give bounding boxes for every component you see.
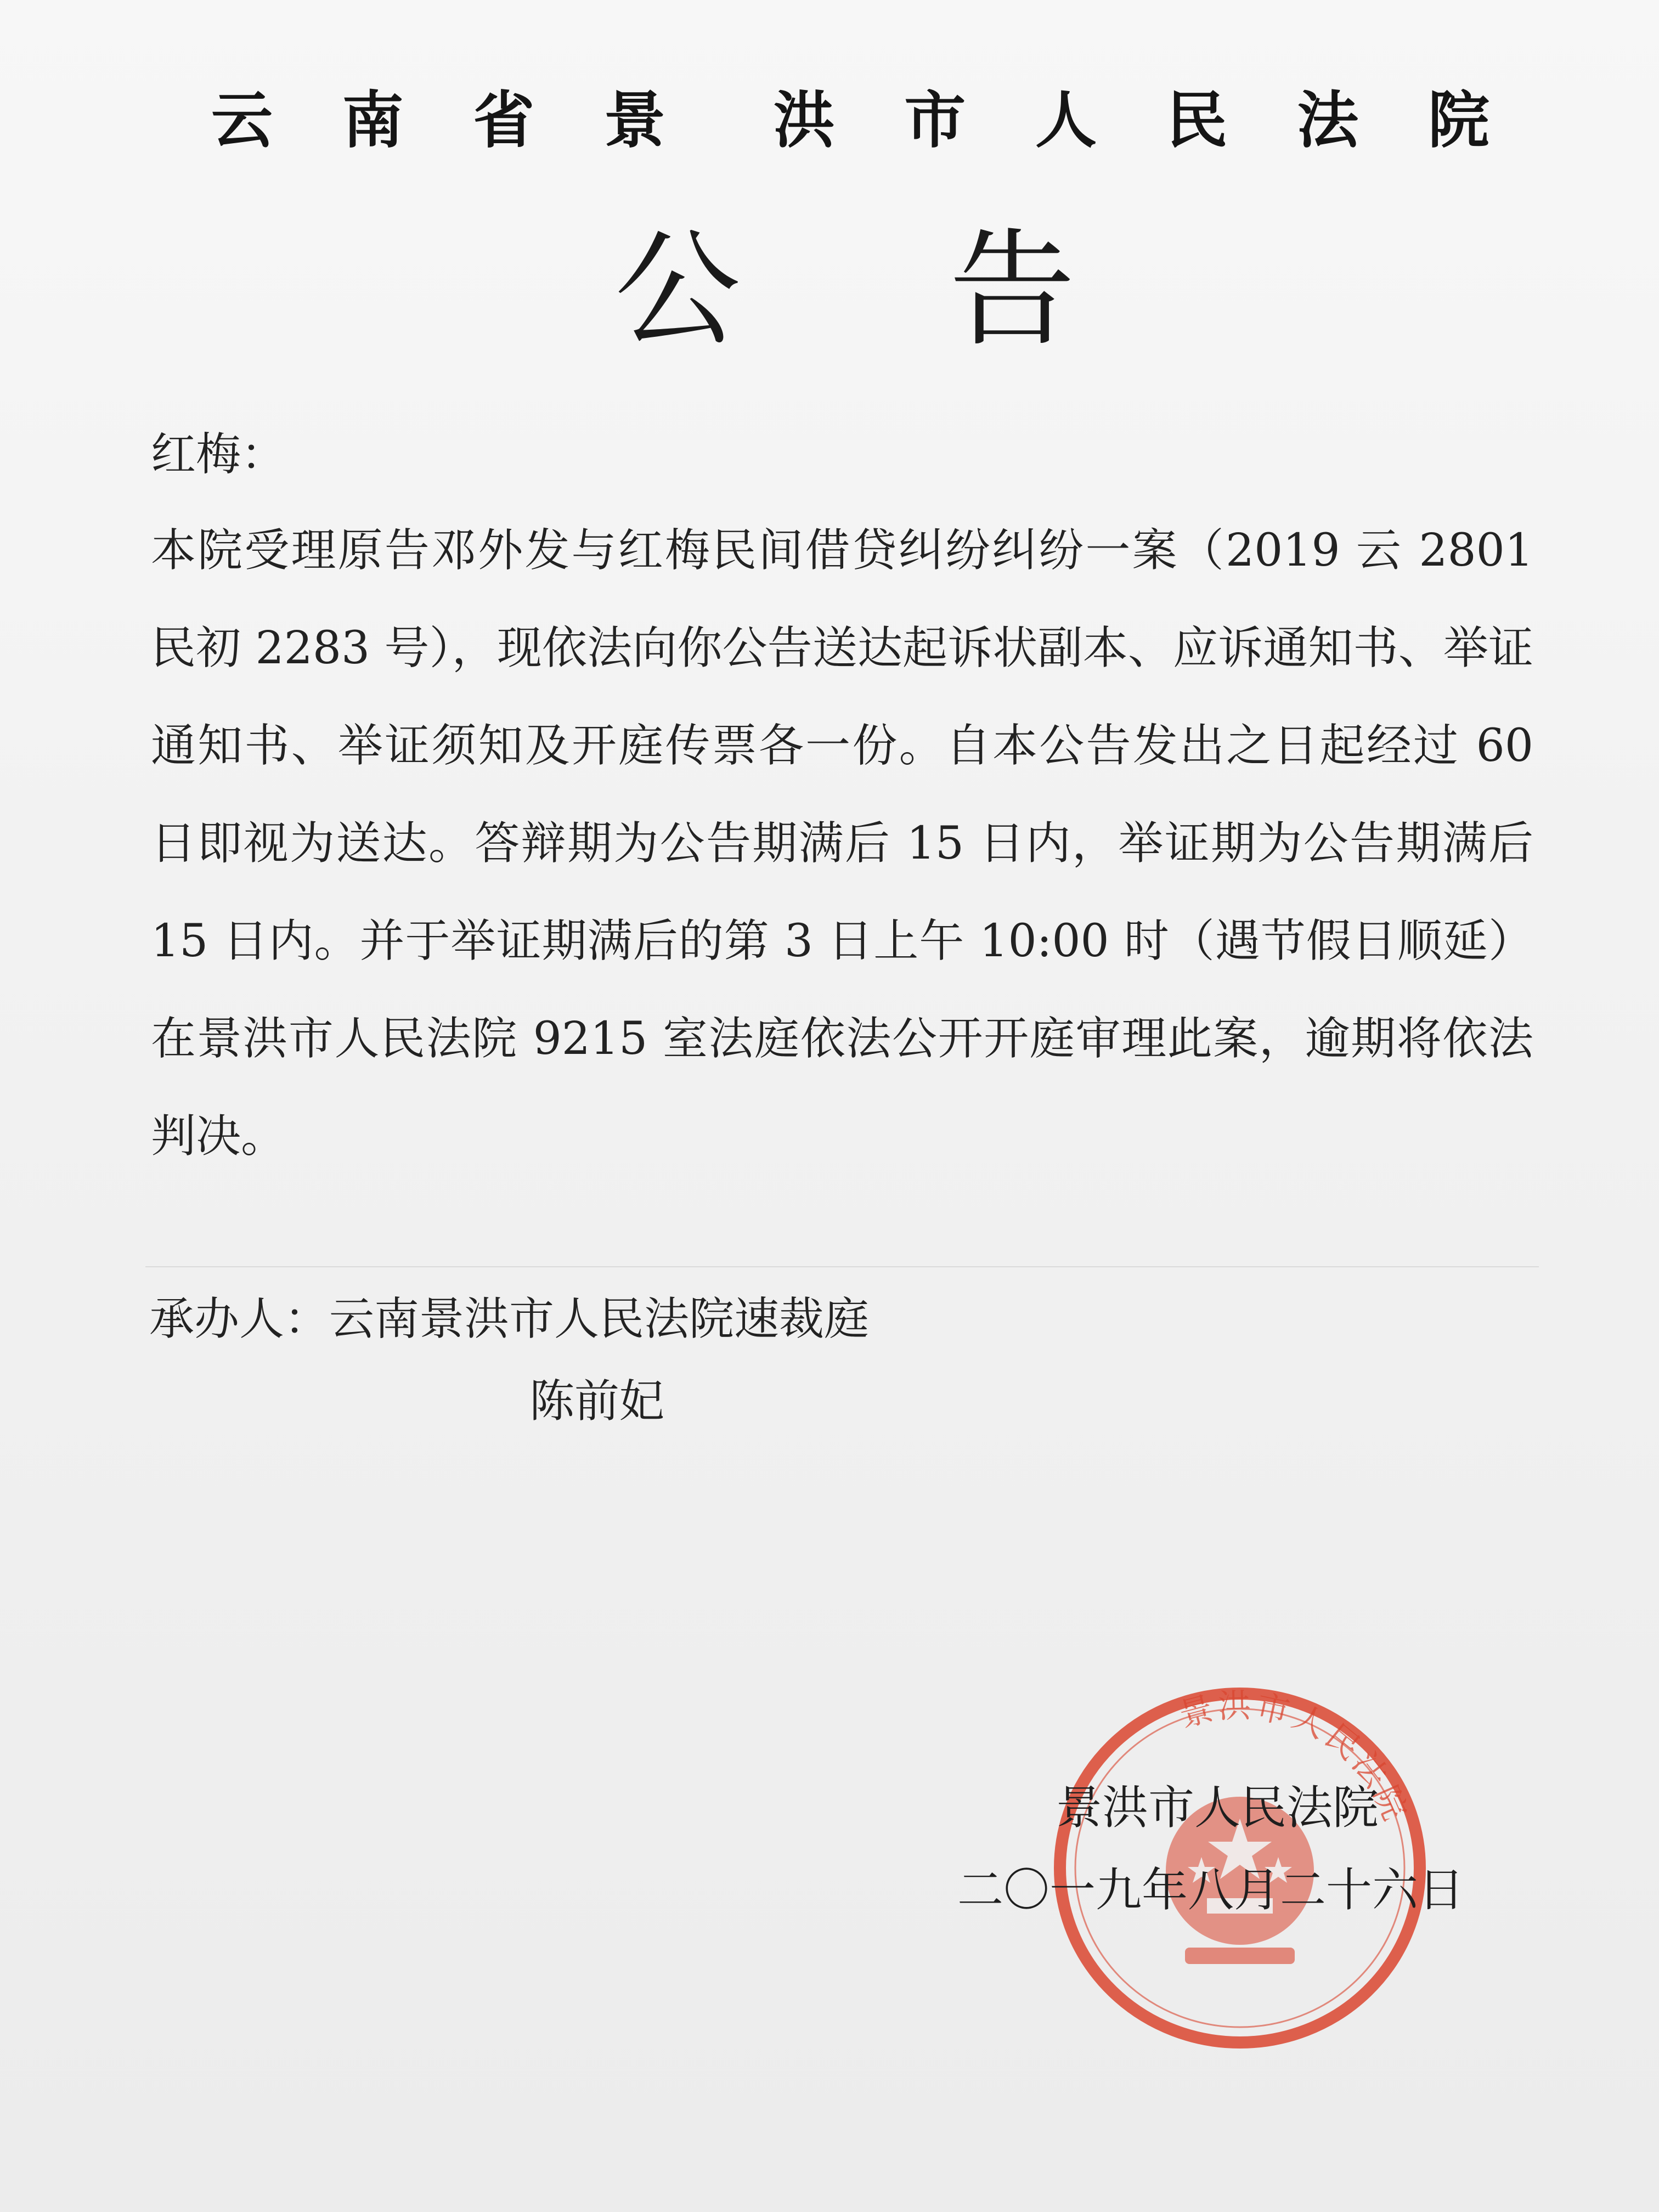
court-header-char: 民 (1166, 85, 1228, 156)
court-header-char: 人 (1035, 85, 1097, 156)
court-header-char: 院 (1427, 85, 1489, 156)
handler-label: 承办人：云南景洪市人民法院速裁庭 (149, 1293, 870, 1345)
court-header-char: 南 (342, 85, 404, 156)
signing-court: 景洪市人民法院 (1056, 1781, 1379, 1835)
title-char: 公 (614, 217, 741, 364)
court-header-char: 景 (603, 85, 665, 156)
court-header (211, 82, 1489, 159)
addressee: 红梅： (151, 428, 286, 481)
notice-body: 本院受理原告邓外发与红梅民间借贷纠纷纠纷一案（2019 云 2801 民初 2283 号），现依法向你公告送达起诉状副本、应诉通知书、举证通知书、举证须知及开庭传票各一份。自本公告发出之日起经过 60 日即视为送达。答辩期为公告期满后 15 日内，举证期为公告期满后 15 日内。并于举证期满后的第 3 日上午 10:00 时（遇节假日顺延）在景洪市人民法院 9215 室法庭依法公开开庭审理此案，逾期将依法判决。 (151, 524, 1533, 1163)
court-header-char: 洪 (773, 85, 835, 156)
court-header-char: 云 (211, 85, 273, 156)
handler-name: 陈前妃 (529, 1375, 665, 1427)
document-title (614, 219, 1075, 362)
court-header-char: 法 (1297, 85, 1359, 156)
seal-text: 景洪市人民法院 (1175, 1686, 1415, 1829)
title-char: 告 (949, 217, 1075, 364)
divider (145, 1266, 1539, 1267)
court-header-char: 省 (473, 85, 535, 156)
signing-date: 二〇一九年八月二十六日 (957, 1863, 1465, 1917)
court-header-char: 市 (904, 85, 966, 156)
